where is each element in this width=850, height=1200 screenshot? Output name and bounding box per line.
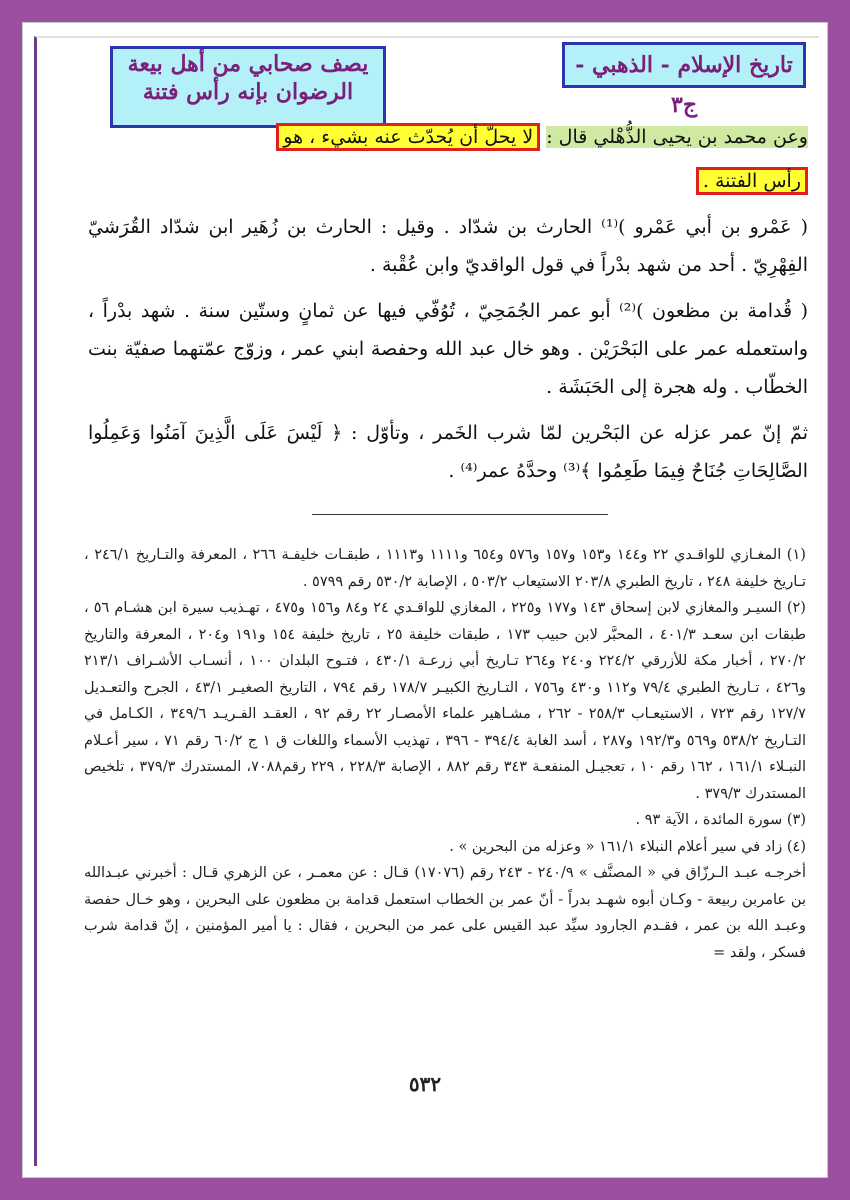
paragraph-umar: ثمّ إنّ عمر عزله عن البَحْرين لمّا شرب الخَمر ، وتأوّل : ﴿ لَيْسَ عَلَى الَّذِينَ آمَنُوا وَعَمِلُوا الصَّالِحَاتِ جُنَاحٌ فِيمَا طَعِمُوا ﴾⁽³⁾ وحدَّهُ عمر⁽⁴⁾ .: [88, 422, 808, 482]
quote-end-line: [88, 162, 808, 200]
book-title-label: تاريخ الإسلام - الذهبي - ج٣: [562, 42, 806, 88]
footnote-2: (٢) السيـر والمغازي لابن إسحاق ١٤٣ و١٧٧ و٢٢٥ ، المغازي للواقـدي ٢٤ و٨٤ و١٥٦ و٤٧٥ ، تهـذيب سيرة ابن هشـام ٥٦ ، طبقات ابن سعـد ٤٠١/٣ ، المحبَّر لابن حبيب ١٧٣ ، طبقات خليفة ٢٥ ، تاريخ خليفة ١٥٤ و١٩١ و٢٠٤ ، المعرفة والتاريخ ٢٧٠/٢ ، أخبار مكة للأزرقي ٢٢٤/٢ و٢٤٠ و٢٦٤ تـاريخ أبي زرعـة ٤٣٠/١ ، فتـوح البلدان ١٠٠ ، أنسـاب الأشـراف ٢١٣/١ و٤٢٦ ، تـاريخ الطبري ٧٩/٤ و١١٢ و٤٣٠ و٧٥٦ ، التـاريخ الكبيـر ١٧٨/٧ رقم ٧٩٤ ، التاريخ الصغيـر ٤٣/١ ، الجرح والتعـديل ١٢٧/٧ رقم ٧٢٣ ، الاستيعـاب ٢٥٨/٣ - ٢٦٢ ، مشـاهير علماء الأمصـار ٢٢ رقم ٩٢ ، العقـد الفـريـد ٣٤٩/٦ ، الكـامل في التـاريخ ٥٣٨/٢ و٥٦٩ و١٩٢/٣ و٢٨٧ ، أسد الغابة ٣٩٤/٤ - ٣٩٦ ، تهذيب الأسماء واللغات ق ١ ج ٦٠/٢ رقم ٧١ ، سير أعـلام النبـلاء ١٦١/١ ، ١٦٢ رقم ١٠ ، تعجيـل المنفعـة ٣٤٣ رقم ٨٨٢ ، الإصابة ٢٢٨/٣ ، ٢٢٩ رقم٧٠٨٨، المستدرك ٣٧٩/٣ ، تلخيص المستدرك ٣٧٩/٣ .: [84, 600, 806, 802]
footnote-1: (١) المغـازي للواقـدي ٢٢ و١٤٤ و١٥٣ و١٥٧ و٥٧٦ و٦٥٤ و١١١١ و١١١٣ ، طبقـات خليفـة ٢٦٦ ، المعرفة والتـاريخ ٢٤٦/١ ، تـاريخ خليفة ٢٤٨ ، تاريخ الطبري ٢٠٣/٨ الاستيعاب ٥٠٣/٢ ، الإصابة ٥٣٠/٢ رقم ٥٧٩٩ .: [84, 547, 806, 590]
footnotes: [84, 542, 806, 966]
footnote-3: (٣) سورة المائدة ، الآية ٩٣ .: [635, 812, 806, 828]
paragraph-amr: ( عَمْرو بن أبي عَمْرو )⁽¹⁾ الحارث بن شدّاد . وقيل : الحارث بن زُهَير ابن شدّاد القُرَشيّ الفِهْرِيّ . أحد من شهد بدْراً في قول الواقديّ وابن عُقْبة .: [88, 216, 808, 276]
page-frame: [22, 22, 828, 1178]
page-number: ٥٣٢: [408, 1072, 442, 1096]
footnote-divider: [312, 514, 608, 515]
main-text: [88, 118, 808, 490]
quote-end: رأس الفتنة .: [696, 167, 808, 195]
footnote-4: (٤) زاد في سير أعلام النبلاء ١٦١/١ « وعزله من البحرين » .: [449, 838, 806, 855]
quote-highlight: لا يحلّ أن يُحدّث عنه بشيء ، هو: [276, 123, 540, 151]
quote-intro: وعن محمد بن يحيى الذُّهْلي قال :: [546, 126, 808, 148]
quote-line: [88, 118, 808, 156]
annotation-line-1: يصف صحابي من أهل بيعة: [127, 51, 369, 77]
footnote-5: أخرجـه عبـد الـرزّاق في « المصنَّف » ٢٤٠/٩ - ٢٤٣ رقم (١٧٠٧٦) قـال : عن معمـر ، عن الزهري قـال : أخبرني عبـدالله بن عامربن ربيعة - وكـان أبوه شهـد بدراً - أنّ عمر بن الخطاب استعمل قدامة بن مظعون على البحرين ، وهو خـال حفصة وعبـد الله بن عمر ، فقـدم الجارود سيِّد عبد القيس على عمر من البحرين ، فقال : يا أمير المؤمنين ، إنّ قدامة شرب فسكر ، ولقد =: [84, 865, 806, 961]
annotation-label: [110, 46, 386, 128]
annotation-line-2: الرضوان بإنه رأس فتنة: [142, 78, 354, 105]
paragraph-qudama: ( قُدامة بن مظعون )⁽²⁾ أبو عمر الجُمَحِيّ ، تُوُفّي فيها عن ثمانٍ وستّين سنة . شهد بدْراً ، واستعمله عمر على البَحْرَيْن . وهو خال عبد الله وحفصة ابني عمر ، وزوّج عمّتهما صفيّة بنت الخطّاب . وله هجرة إلى الحَبَشَة .: [88, 300, 808, 398]
